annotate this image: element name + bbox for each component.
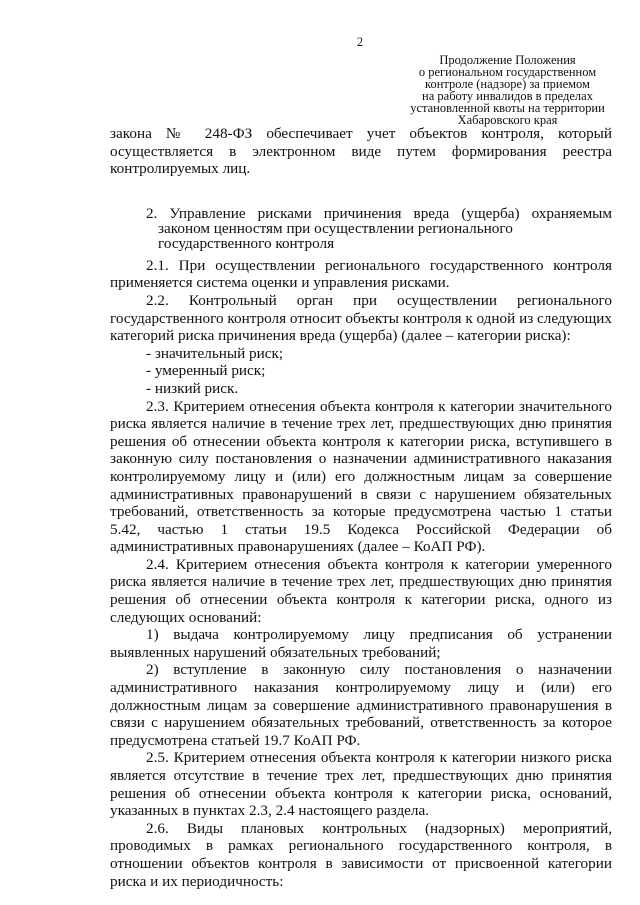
paragraph-2-1: 2.1. При осуществлении регионального государственного контроля применяется система оценки и управления рисками. [110,256,612,292]
risk-item: - умеренный риск; [146,362,266,380]
header-line: на работу инвалидов в пределах [422,89,593,103]
header-line: Продолжение Положения [439,53,576,67]
paragraph-2-6: 2.6. Виды плановых контрольных (надзорных) мероприятий, проводимых в рамках регионального государственного контроля, в отношении объектов контроля в зависимости от присвоенной категории риска и их периодичность: [110,819,612,890]
paragraph-2-4: 2.4. Критерием отнесения объекта контроля к категории умеренного риска является наличие в течение трех лет, предшествующих дню принятия решения об отнесении объекта контроля к категории риска, одного из следующих оснований: [110,555,612,626]
header-line: о региональном государственном [418,65,597,79]
section-heading [110,206,612,251]
header-line: установленной квоты на территории [410,101,605,115]
document-header [395,54,620,126]
section-title: 2. Управление рисками причинения вреда (ущерба) охраняемым [146,204,612,222]
document-body [110,125,612,890]
section-title-continued: законом ценностям при осуществлении регионального государственного контроля [158,219,513,252]
paragraph-2-3: 2.3. Критерием отнесения объекта контроля к категории значительного риска является наличие в течение трех лет, предшествующих дню принятия решения об отнесении объекта контроля к категории риска, вступившего в законную силу постановления о назначении административного наказания контролируемому лицу и (или) его должностным лицам за совершение административных правонарушений в связи с нарушением обязательных требований, ответственность за которые предусмотрена частью 1 статьи 5.42, частью 1 статьи 19.5 Кодекса Российской Федерации об административных правонарушениях (далее – КоАП РФ). [110,397,612,556]
paragraph-2-4-item-1: 1) выдача контролируемому лицу предписания об устранении выявленных нарушений обязательных требований; [110,626,612,661]
paragraph-2-2: 2.2. Контрольный орган при осуществлении регионального государственного контроля относит объекты контроля к одной из следующих категорий риска причинения вреда (ущерба) (далее – категории риска): [110,291,612,345]
risk-item: - низкий риск. [146,379,239,397]
paragraph-2-4-item-2: 2) вступление в законную силу постановления о назначении административного наказания контролируемому лицу и (или) его должностным лицам за совершение административного правонарушения в связи с нарушением обязательных требований, ответственность за которое предусмотрена статьей 19.7 КоАП РФ. [110,661,612,749]
header-line: контроле (надзоре) за приемом [425,77,590,91]
paragraph-2-5: 2.5. Критерием отнесения объекта контроля к категории низкого риска является отсутствие в течение трех лет, предшествующих дню принятия решения об отнесении объекта контроля к категории риска, оснований, указанных в пунктах 2.3, 2.4 настоящего раздела. [110,749,612,820]
risk-item: - значительный риск; [146,344,284,362]
header-line: Хабаровского края [457,113,558,127]
intro-paragraph: закона № 248-ФЗ обеспечивает учет объектов контроля, который осуществляется в электронном виде путем формирования реестра контролируемых лиц. [110,125,612,178]
page-number: 2 [356,35,364,49]
